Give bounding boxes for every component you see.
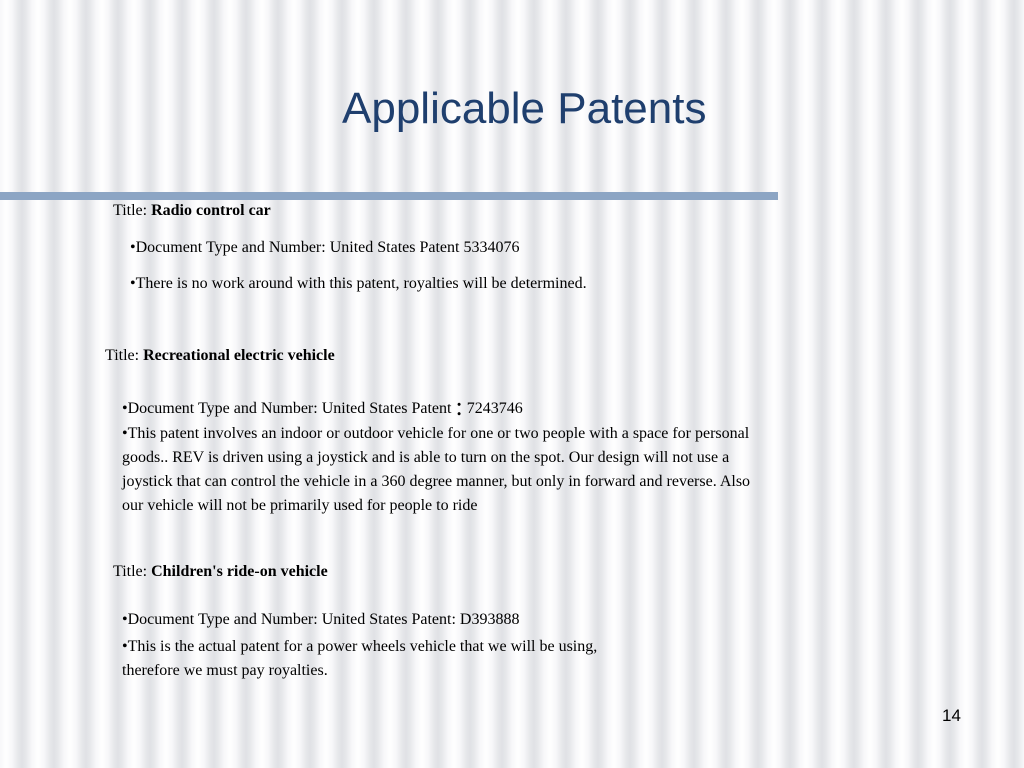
patent-2-description: •This patent involves an indoor or outdoor vehicle for one or two people with a space for personal goods.. REV is driven using a joystick and is able to turn on the spot. Our design will not use a joystick that can control the vehicle in a 360 degree manner, but only in forward and reverse. Also our vehicle will not be primarily used for people to ride xyxy=(122,425,751,514)
patent-3-doc-line: •Document Type and Number: United States Patent: D393888 xyxy=(122,611,520,628)
patent-1-title xyxy=(113,199,271,223)
patent-2-title-value: Recreational electric vehicle xyxy=(143,347,335,364)
patent-2-title xyxy=(105,344,335,368)
patent-3-description: •This is the actual patent for a power wheels vehicle that we will be using, therefore we must pay royalties. xyxy=(122,638,598,679)
patent-2-doc-line xyxy=(122,392,523,421)
slide-title: Applicable Patents xyxy=(342,84,707,133)
patent-3-title xyxy=(113,560,328,584)
patent-1-title-label: Title: xyxy=(113,202,148,219)
patent-2-title-label: Title: xyxy=(105,347,140,364)
page-number: 14 xyxy=(942,706,961,725)
patent-2-doc-colon: : xyxy=(455,392,463,421)
patent-1-description: •There is no work around with this patent, royalties will be determined. xyxy=(130,275,587,292)
patent-2-doc-number: 7243746 xyxy=(466,400,523,417)
patent-1-doc-line: •Document Type and Number: United States Patent 5334076 xyxy=(130,239,520,256)
patent-3-title-label: Title: xyxy=(113,563,148,580)
patent-2-doc-prefix: •Document Type and Number: United States Patent xyxy=(122,400,452,417)
patent-1-title-value: Radio control car xyxy=(151,202,271,219)
patent-3-title-value: Children's ride-on vehicle xyxy=(151,563,328,580)
